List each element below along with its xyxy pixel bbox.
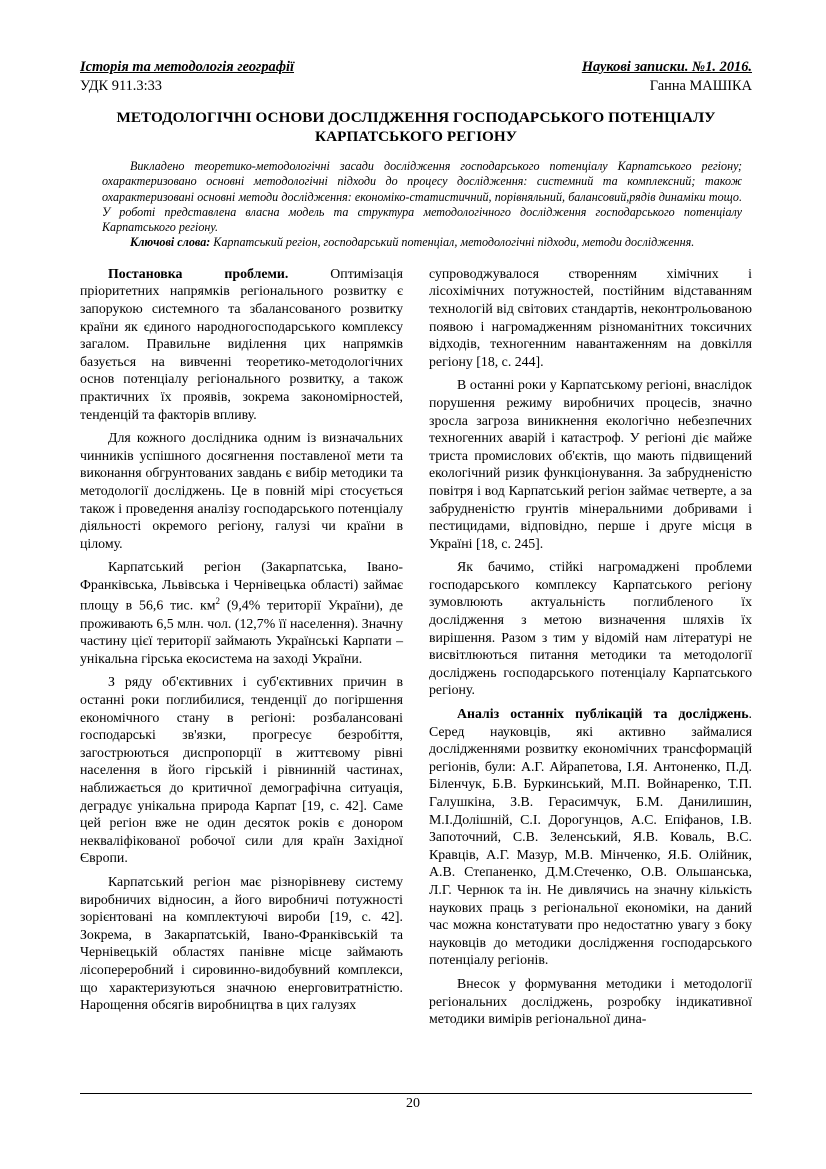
section-heading: Постановка проблеми. [108, 265, 289, 281]
abstract: Викладено теоретико-методологічні засади дослідження господарського потенціалу Карпатського регіону; охарактеризовано основні методологічні підходи до процесу дослідження: системний та комплексний; також охарактеризовані основні методи дослідження: економіко-статистичний, порівняльний, балансовий,рядів динаміки тощо. У роботі представлена власна модель та структура методологічного дослідження господарського потенціалу Карпатського регіону. [102, 159, 742, 235]
paragraph: Внесок у формування методики і методології регіональних досліджень, розробку індикативної методики вимірів регіональної дина- [429, 975, 752, 1027]
running-header [80, 58, 752, 76]
paragraph: Карпатський регіон має різнорівневу систему виробничих відносин, а його виробничі потужності зорієнтовані на комплектуючі вироби [19, с. 42]. Зокрема, в Закарпатській, Івано-Франківській та Чернівецькій областях панівне місце займають лісопереробний і сировинно-видобувний комплекси, що характеризуються значною енерговитратністю. Нарощення обсягів виробництва в цих галузях [80, 873, 403, 1013]
paragraph-text: . Серед науковців, які активно займалися дослідженнями розвитку економічних трансформацій регіонів, були: А.Г. Айрапетова, І.Я. Антоненко, П.Д. Біленчук, Б.В. Буркинський, М.П. Войнаренко, Т.П. Галушкіна, З.В. Герасимчук, Б.М. Данилишин, М.І.Долішній, С.І. Дорогунцов, А.С. Епіфанов, І.В. Запоточний, С.В. Зеленський, Я.В. Коваль, В.С. Кравців, А.Г. Мазур, М.В. Мінченко, Я.Б. Олійник, А.В. Степаненко, Д.М.Стеченко, О.В. Ольшанська, Л.Г. Чернюк та ін. Не дивлячись на значну кількість наукових праць з регіональної економіки, на даний час можна констатувати про недостатню увагу з боку науковців до методики дослідження господарського потенціалу регіонів. [429, 706, 752, 968]
paragraph: Для кожного дослідника одним із визначальних чинників успішного досягнення поставленої мети та виконання обгрунтованих завдань є вибір методики та методології досліджень. Це в повній мірі стосується також і проведення аналізу господарського потенціалу діяльності окремого регіону, галузі чи країни в цілому. [80, 430, 403, 551]
page [80, 58, 752, 1034]
udk-code: УДК 911.3:33 [80, 78, 162, 94]
paragraph-text: Карпатський регіон (Закарпатська, Івано-Франківська, Львівська і Чернівецька області) займає площу в 56,6 тис. км [80, 559, 403, 614]
superscript: 2 [215, 596, 220, 607]
paragraph-text: (9,4% території України), де проживають 6,5 млн. чол. (12,7% її населення). Значну частину цієї території займають Українські Карпати – унікальна гірська екосистема на заході України. [80, 598, 403, 666]
paragraph: В останні роки у Карпатському регіоні, внаслідок порушення режиму виробничих процесів, значно зросла загроза виникнення екологічно небезпечних техногенних аварій і катастроф. У регіоні діє майже триста промислових об'єктів, що мають підвищений екологічний ризик функціонування. За забрудненістю повітря і вод Карпатський регіон займає четверте, а за забрудненістю грунтів мінеральними добривами і пестицидами, відповідно, перше і друге місця в Україні [18, с. 245]. [429, 377, 752, 551]
author-name: Ганна МАШІКА [649, 78, 752, 94]
paragraph: Як бачимо, стійкі нагромаджені проблеми господарського комплексу Карпатського регіону зумовлюють актуальність поглибленого їх дослідження з метою визначення шляхів їх вирішення. Разом з тим у відомій нам літературі не висвітлюються питання методики та методології досліджень господарського потенціалу Карпатського регіону. [429, 559, 752, 698]
paragraph [80, 558, 403, 667]
title-line: КАРПАТСЬКОГО РЕГІОНУ [315, 127, 517, 145]
section-name: Історія та методологія географії [80, 59, 295, 75]
paragraph: З ряду об'єктивних і суб'єктивних причин в останні роки поглибилися, тенденції до погіршення економічного стану в регіоні: розбалансовані господарські зв'язки, прогресує безробіття, загострюються диспропорції в життєвому рівні населення в його гірській і рівнинній частинах, наближається до критичної демографічна ситуація, деградує унікальна природа Карпат [19, с. 42]. Саме цей регіон вже не один десяток років є донором некваліфікованої робочої сили для країн Західної Європи. [80, 674, 403, 866]
title-line: МЕТОДОЛОГІЧНІ ОСНОВИ ДОСЛІДЖЕННЯ ГОСПОДАРСЬКОГО ПОТЕНЦІАЛУ [116, 109, 716, 126]
keywords [102, 235, 742, 250]
journal-name: Наукові записки. №1. 2016. [581, 59, 752, 75]
left-column [80, 265, 403, 1034]
paragraph: супроводжувалося створенням хімічних і лісохімічних потужностей, постійним відставанням технологій від світових стандартів, неконтрольованою появою і нагромадженням різноманітних токсичних відходів, техногенним навантаженням на довкілля регіону [18, с. 244]. [429, 265, 752, 369]
keywords-label: Ключові слова: [130, 235, 211, 250]
section-heading: Аналіз останніх публікацій та досліджень [457, 706, 749, 722]
paragraph [429, 705, 752, 969]
page-number: 20 [406, 1096, 420, 1111]
article-title [80, 109, 752, 146]
udk-line [80, 77, 752, 95]
keywords-text: Карпатський регіон, господарський потенціал, методологічні підходи, методи дослідження. [210, 235, 695, 250]
body-columns [80, 265, 752, 1034]
paragraph-text: Оптимізація пріоритетних напрямків регіонального розвитку є запорукою системного та збалансованого розвитку країни як єдиного народногосподарського комплексу загалом. Правильне виділення цих напрямків базується на вивченні теоретико-методологічних основ потенціалу регіонального розвитку, а також практичних їх проявів, зокрема закономірностей, тенденцій та факторів впливу. [80, 265, 403, 422]
footer-rule [80, 1093, 752, 1094]
paragraph [80, 265, 403, 423]
right-column [429, 265, 752, 1034]
